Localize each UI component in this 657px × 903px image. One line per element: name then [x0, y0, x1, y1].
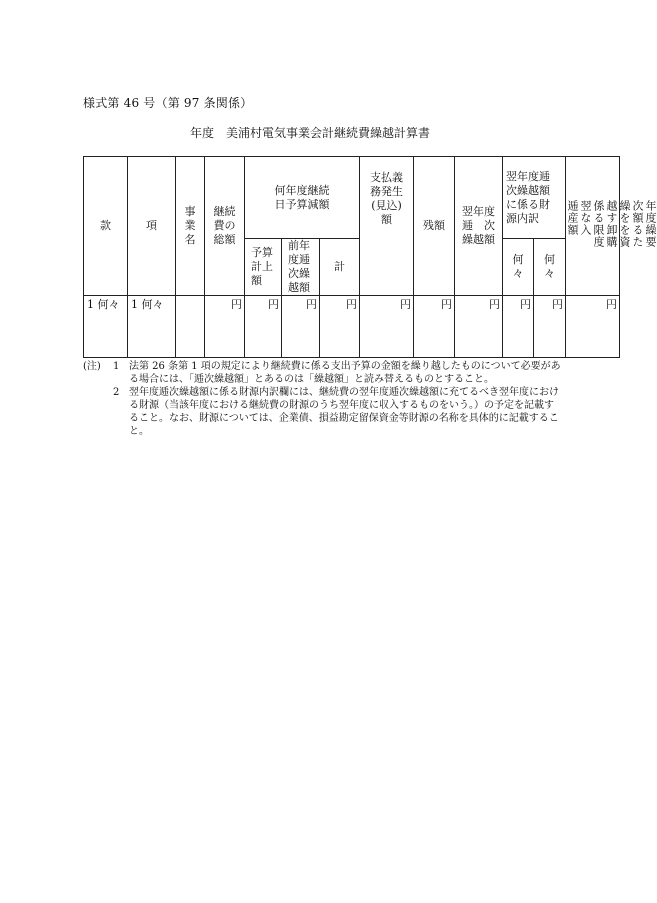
header-kei: 計 [320, 239, 360, 296]
cell-yokunendo: 円 [455, 296, 503, 358]
form-number: 様式第 46 号（第 97 条関係） [83, 96, 253, 110]
cell-yosan: 円 [245, 296, 282, 358]
cell-last: 円 [566, 296, 620, 358]
cell-zangaku: 円 [414, 296, 455, 358]
header-zaigen-group: 翌年度逓 次繰越額 に係る財 源内訳 [503, 157, 566, 239]
header-zennendo: 前年 度逓 次繰 越額 [282, 239, 320, 296]
header-yosan: 予算 計上 額 [245, 239, 282, 296]
cell-shiharai: 円 [360, 296, 414, 358]
note-text: 法第 26 条第 1 項の規定により継続費に係る支出予算の金額を繰り越したものについて必要がある場合には、「逓次繰越額」とあるのは「繰越額」と読み替えるものとすること。 [129, 361, 561, 385]
notes-section [83, 360, 563, 438]
header-jigyo: 事 業 名 [176, 157, 205, 296]
document-title [190, 124, 430, 141]
header-nani-1: 何 々 [503, 239, 534, 296]
title-text: 美浦村電気事業会計継続費繰越計算書 [226, 126, 431, 140]
cell-kan: 1 何々 [84, 296, 128, 358]
note-text: 翌年度逓次繰越額に係る財源内訳欄には、継続費の翌年度逓次繰越額に充てるべき翌年度における財源（当該年度における継続費の財源のうち翌年度に収入するものをいう。）の予定を記載すること。なお、財源については、企業債、損益勘定留保資金等財源の名称を具体的に記載すること。 [129, 387, 559, 437]
note-prefix: (注) [83, 361, 101, 372]
cell-kei: 円 [320, 296, 360, 358]
cell-nani-2: 円 [534, 296, 566, 358]
cell-jigyo [176, 296, 205, 358]
header-yokunendo: 翌年度 逓 次 繰越額 [455, 157, 503, 296]
title-year-label: 年度 [190, 126, 215, 140]
header-kan: 款 [84, 157, 128, 296]
note-number: 2 [113, 387, 120, 398]
header-last [566, 157, 657, 296]
cell-nani-1: 円 [503, 296, 534, 358]
header-zangaku: 残額 [414, 157, 455, 296]
carryover-table [83, 156, 657, 358]
header-nani-2: 何 々 [534, 239, 566, 296]
note-item [83, 360, 563, 386]
header-shiharai: 支払義 務発生 (見込) 額 [360, 157, 414, 296]
header-keizoku: 継続 費の 総額 [205, 157, 245, 296]
cell-keizoku: 円 [205, 296, 245, 358]
note-number: 1 [113, 361, 120, 372]
cell-zennendo: 円 [282, 296, 320, 358]
note-item [83, 386, 563, 438]
cell-kou: 1 何々 [128, 296, 176, 358]
header-nendo-group: 何年度継続 日予算減額 [245, 157, 360, 239]
header-last-text: 年度繰要 次額るた 繰をを資 越す卸購 係る限度 翌な入 逓産額 [566, 200, 657, 248]
header-kou: 項 [128, 157, 176, 296]
